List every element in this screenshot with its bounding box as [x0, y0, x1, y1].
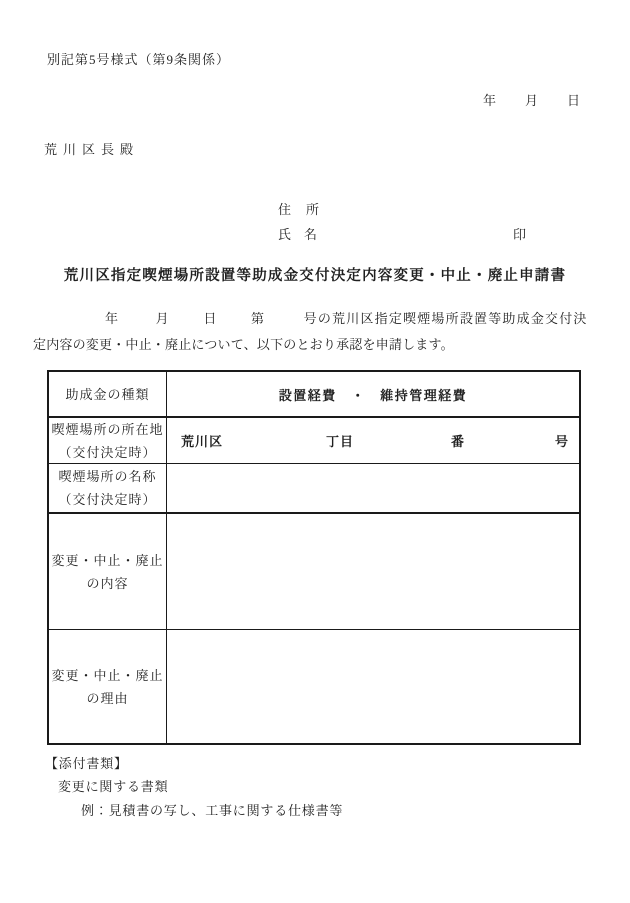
table-row-change-details [49, 514, 579, 630]
table-row-subsidy-type [49, 372, 579, 418]
location-ban-text: 番 [451, 434, 466, 449]
seal-mark: 印 [513, 227, 527, 242]
attachments-heading: 【添付書類】 [45, 756, 128, 771]
change-reason-label [49, 630, 167, 743]
table-row-location [49, 418, 579, 464]
place-name-label-line1: 喫煙場所の名称 [58, 469, 157, 484]
attachments-item: 変更に関する書類 [58, 779, 169, 794]
place-name-value-cell [167, 464, 579, 512]
subsidy-type-label [49, 372, 167, 416]
intro-paragraph [33, 306, 597, 357]
subsidy-type-value-cell [167, 372, 579, 416]
intro-day-label: 日 [203, 311, 217, 326]
change-reason-value-cell [167, 630, 579, 743]
location-chome-text: 丁目 [326, 434, 355, 449]
intro-month-label: 月 [155, 311, 169, 326]
subsidy-type-value: 設置経費 ・ 維持管理経費 [278, 387, 468, 403]
change-reason-label-line1: 変更・中止・廃止 [51, 667, 164, 683]
intro-line1 [33, 306, 597, 332]
addressee-arakawa-mayor: 荒川区長殿 [44, 142, 140, 157]
change-details-value-cell [167, 514, 579, 629]
place-name-label-line2: （交付決定時） [58, 492, 157, 507]
location-ward-text: 荒川区 [181, 434, 224, 449]
change-details-label [49, 514, 167, 629]
place-name-label [49, 464, 167, 512]
change-details-label-line1: 変更・中止・廃止 [51, 552, 164, 568]
subsidy-type-label-text: 助成金の種類 [65, 386, 150, 402]
address-label: 住 所 [278, 202, 321, 217]
location-label [49, 418, 167, 463]
application-table [47, 370, 581, 745]
location-value-cell [167, 418, 579, 463]
location-label-line1: 喫煙場所の所在地 [51, 421, 164, 437]
table-row-place-name [49, 464, 579, 514]
date-line: 年 月 日 [483, 93, 582, 108]
change-details-label-line2: の内容 [86, 575, 129, 591]
intro-line2: 定内容の変更・中止・廃止について、以下のとおり承認を申請します。 [33, 336, 454, 352]
intro-number-suffix-text: 号の荒川区指定喫煙場所設置等助成金交付決 [303, 311, 588, 326]
name-label: 氏 名 [278, 227, 318, 242]
intro-number-prefix: 第 [250, 311, 265, 326]
form-style-note: 別記第5号様式（第9条関係） [47, 52, 231, 67]
name-row [278, 224, 538, 243]
intro-year-label: 年 [105, 311, 119, 326]
table-row-change-reason [49, 630, 579, 743]
form-title: 荒川区指定喫煙場所設置等助成金交付決定内容変更・中止・廃止申請書 [63, 268, 567, 284]
location-go-text: 号 [554, 434, 569, 449]
change-reason-label-line2: の理由 [86, 690, 129, 706]
location-label-line2: （交付決定時） [58, 444, 157, 460]
attachments-example: 例：見積書の写し、工事に関する仕様書等 [81, 803, 344, 818]
